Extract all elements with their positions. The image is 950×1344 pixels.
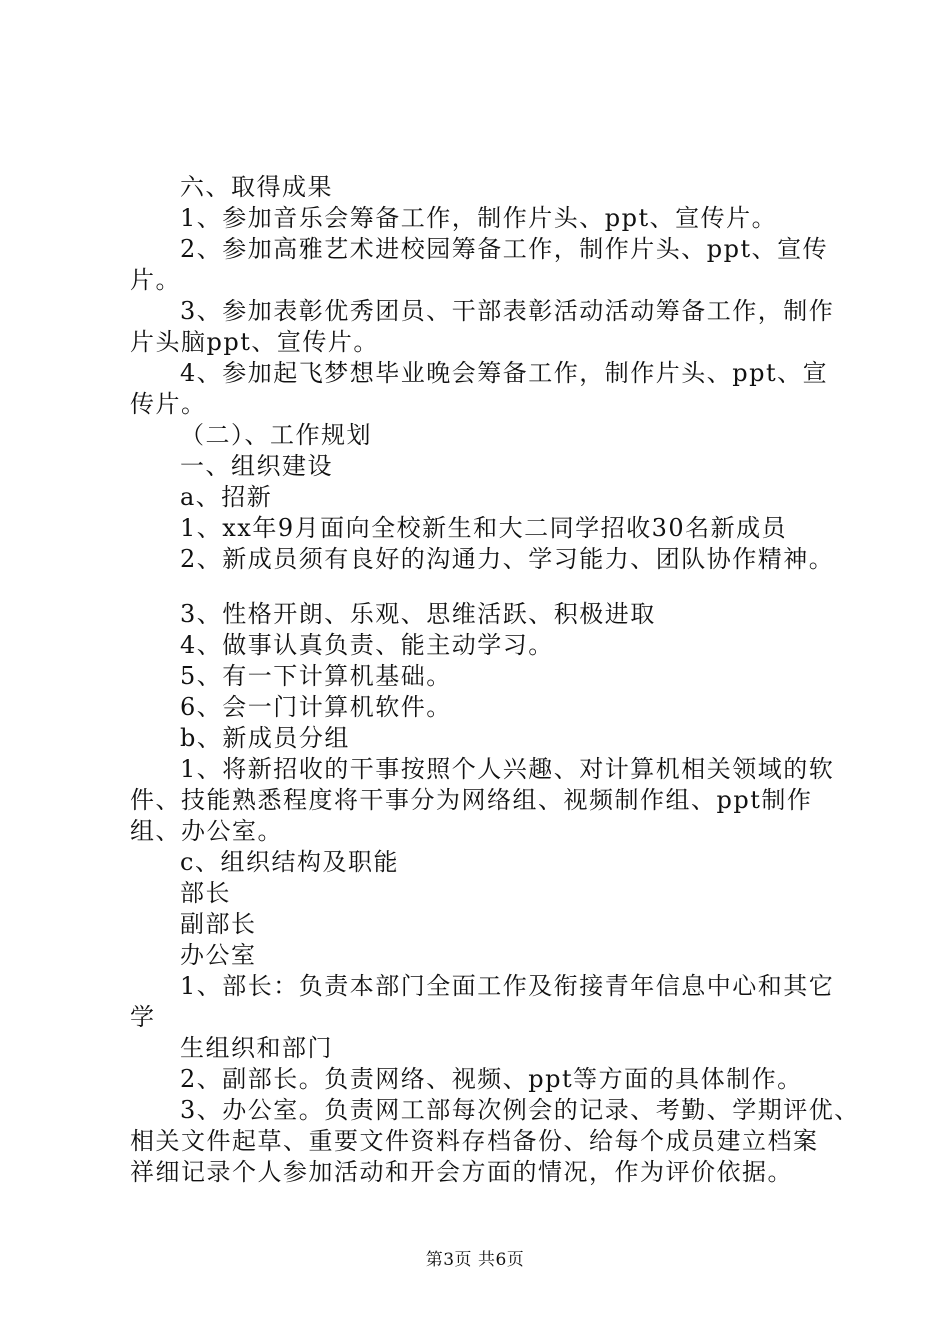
paragraph-line: 组、办公室。 [130,817,283,845]
section-heading-organization: 一、组织建设 [180,452,333,480]
section-heading-achievements: 六、取得成果 [180,173,333,201]
paragraph-line: 1、部长：负责本部门全面工作及衔接青年信息中心和其它 [180,972,835,1000]
paragraph-line: 片头脑ppt、宣传片。 [130,328,379,356]
org-chart-label: 副部长 [180,910,257,938]
paragraph-line: 传片。 [130,390,207,418]
document-body [130,172,860,1188]
section-heading-work-plan: （二）、工作规划 [180,421,372,449]
paragraph-line: 生组织和部门 [180,1034,333,1062]
subsection-heading-recruit: a、招新 [180,483,273,511]
paragraph-line: 片。 [130,266,181,294]
paragraph-line: 5、有一下计算机基础。 [180,662,452,690]
paragraph-line: 4、做事认真负责、能主动学习。 [180,631,554,659]
paragraph-line: 2、参加高雅艺术进校园筹备工作，制作片头、ppt、宣传 [180,235,829,263]
paragraph-line: 件、技能熟悉程度将干事分为网络组、视频制作组、ppt制作 [130,786,813,814]
paragraph-line: 1、将新招收的干事按照个人兴趣、对计算机相关领域的软 [180,755,835,783]
paragraph-line: 3、参加表彰优秀团员、干部表彰活动活动筹备工作，制作 [180,297,835,325]
paragraph-line: 2、新成员须有良好的沟通力、学习能力、团队协作精神。 [180,545,835,573]
paragraph-line: 祥细记录个人参加活动和开会方面的情况，作为评价依据。 [130,1158,793,1186]
page-number-footer: 第3页 共6页 [425,1250,525,1270]
paragraph-line: 4、参加起飞梦想毕业晚会筹备工作，制作片头、ppt、宣 [180,359,829,387]
org-chart-label: 部长 [180,879,231,907]
paragraph-line: 2、副部长。负责网络、视频、ppt等方面的具体制作。 [180,1065,803,1093]
paragraph-line: 3、办公室。负责网工部每次例会的记录、考勤、学期评优、 [180,1096,860,1124]
paragraph-line: 1、xx年9月面向全校新生和大二同学招收30名新成员 [180,514,788,542]
paragraph-line: 6、会一门计算机软件。 [180,693,452,721]
paragraph-line: 学 [130,1003,156,1031]
paragraph-line: 1、参加音乐会筹备工作，制作片头、ppt、宣传片。 [180,204,778,232]
paragraph-line: 3、性格开朗、乐观、思维活跃、积极进取 [180,600,656,628]
subsection-heading-structure: c、组织结构及职能 [180,848,399,876]
org-chart-label: 办公室 [180,941,257,969]
paragraph-line: 相关文件起草、重要文件资料存档备份、给每个成员建立档案 [130,1127,819,1155]
subsection-heading-grouping: b、新成员分组 [180,724,350,752]
blank-line [130,575,835,599]
